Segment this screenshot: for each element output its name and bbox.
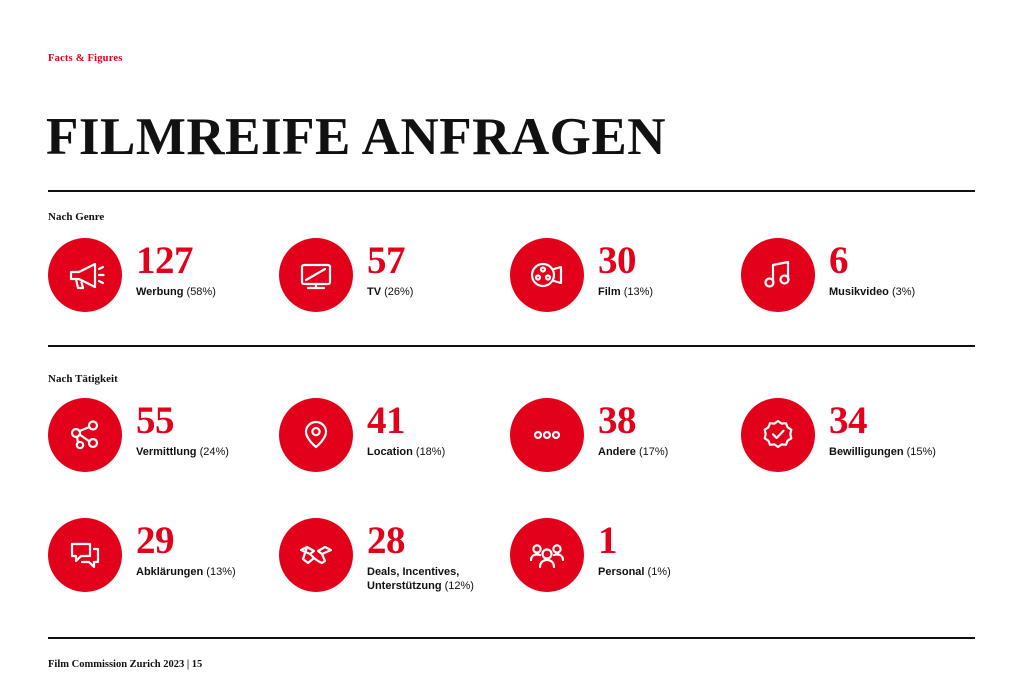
stat-name: TV bbox=[367, 286, 382, 299]
stat-pct: (12%) bbox=[444, 579, 474, 592]
stat-value: 30 bbox=[598, 239, 636, 282]
film-reel-icon bbox=[510, 238, 584, 312]
stat-cell-location bbox=[279, 398, 510, 472]
certificate-check-icon bbox=[741, 398, 815, 472]
stat-cell-deals bbox=[279, 518, 510, 594]
stat-cell-vermittlung bbox=[48, 398, 279, 472]
stat-caption bbox=[598, 286, 653, 300]
stat-pct: (3%) bbox=[891, 286, 916, 299]
network-nodes-icon bbox=[48, 398, 122, 472]
stat-value: 1 bbox=[598, 519, 617, 562]
stat-text bbox=[367, 238, 413, 300]
stat-caption bbox=[136, 566, 236, 580]
stat-cell-bewilligungen bbox=[741, 398, 972, 472]
stat-cell-tv bbox=[279, 238, 510, 312]
stat-cell-andere bbox=[510, 398, 741, 472]
stat-cell-werbung bbox=[48, 238, 279, 312]
handshake-icon bbox=[279, 518, 353, 592]
stat-caption bbox=[829, 446, 936, 460]
eyebrow-label: Facts & Figures bbox=[48, 53, 123, 64]
stat-text bbox=[598, 518, 671, 580]
stat-name: Andere bbox=[598, 446, 636, 459]
stat-pct: (24%) bbox=[199, 446, 229, 459]
people-group-icon bbox=[510, 518, 584, 592]
divider-middle bbox=[48, 345, 975, 347]
stat-text bbox=[136, 238, 216, 300]
stat-value: 6 bbox=[829, 239, 848, 282]
stat-text bbox=[367, 398, 445, 460]
genre-row bbox=[48, 238, 975, 312]
music-note-icon bbox=[741, 238, 815, 312]
stat-value: 29 bbox=[136, 519, 174, 562]
stat-pct: (15%) bbox=[906, 446, 936, 459]
ellipsis-icon bbox=[510, 398, 584, 472]
stat-name: Musikvideo bbox=[829, 286, 889, 299]
stat-caption bbox=[136, 446, 229, 460]
stat-cell-empty bbox=[741, 518, 972, 594]
television-icon bbox=[279, 238, 353, 312]
stat-name: Film bbox=[598, 286, 621, 299]
stat-text bbox=[598, 238, 653, 300]
stat-text bbox=[829, 238, 915, 300]
stat-value: 57 bbox=[367, 239, 405, 282]
divider-bottom bbox=[48, 637, 975, 639]
stat-caption bbox=[367, 566, 497, 594]
megaphone-icon bbox=[48, 238, 122, 312]
stat-name: Werbung bbox=[136, 286, 184, 299]
stat-cell-personal bbox=[510, 518, 741, 594]
stat-name: Deals, Incentives, Unterstützung bbox=[367, 566, 460, 592]
stat-cell-film bbox=[510, 238, 741, 312]
stat-pct: (1%) bbox=[647, 566, 671, 579]
stat-name: Abklärungen bbox=[136, 566, 204, 579]
activity-row-2 bbox=[48, 518, 975, 594]
stat-caption bbox=[598, 566, 671, 580]
stat-pct: (58%) bbox=[186, 286, 216, 299]
stat-pct: (18%) bbox=[415, 446, 446, 459]
stat-text bbox=[829, 398, 936, 460]
stat-value: 127 bbox=[136, 239, 193, 282]
stat-name: Bewilligungen bbox=[829, 446, 904, 459]
stat-value: 28 bbox=[367, 519, 405, 562]
stat-value: 34 bbox=[829, 399, 867, 442]
stat-caption bbox=[136, 286, 216, 300]
stat-pct: (13%) bbox=[206, 566, 236, 579]
stat-cell-abklaerungen bbox=[48, 518, 279, 594]
activity-row-1 bbox=[48, 398, 975, 472]
section-label-genre: Nach Genre bbox=[48, 211, 105, 223]
stat-text bbox=[367, 518, 497, 594]
divider-top bbox=[48, 190, 975, 192]
stat-cell-musikvideo bbox=[741, 238, 972, 312]
stat-value: 38 bbox=[598, 399, 636, 442]
footer-text: Film Commission Zurich 2023 | 15 bbox=[48, 659, 203, 670]
stat-text bbox=[598, 398, 668, 460]
stat-text bbox=[136, 398, 229, 460]
stat-caption bbox=[367, 286, 413, 300]
stat-name: Personal bbox=[598, 566, 645, 579]
section-label-taetigkeit: Nach Tätigkeit bbox=[48, 373, 118, 385]
stat-caption bbox=[367, 446, 445, 460]
stat-pct: (17%) bbox=[638, 446, 669, 459]
stat-name: Vermittlung bbox=[136, 446, 197, 459]
speech-bubbles-icon bbox=[48, 518, 122, 592]
stat-text bbox=[136, 518, 236, 580]
stat-caption bbox=[829, 286, 915, 300]
stat-caption bbox=[598, 446, 668, 460]
stat-value: 41 bbox=[367, 399, 405, 442]
page-title: FILMREIFE ANFRAGEN bbox=[46, 107, 667, 166]
map-pin-icon bbox=[279, 398, 353, 472]
stat-name: Location bbox=[367, 446, 413, 459]
stat-value: 55 bbox=[136, 399, 174, 442]
stat-pct: (26%) bbox=[384, 286, 414, 299]
stat-pct: (13%) bbox=[623, 286, 654, 299]
